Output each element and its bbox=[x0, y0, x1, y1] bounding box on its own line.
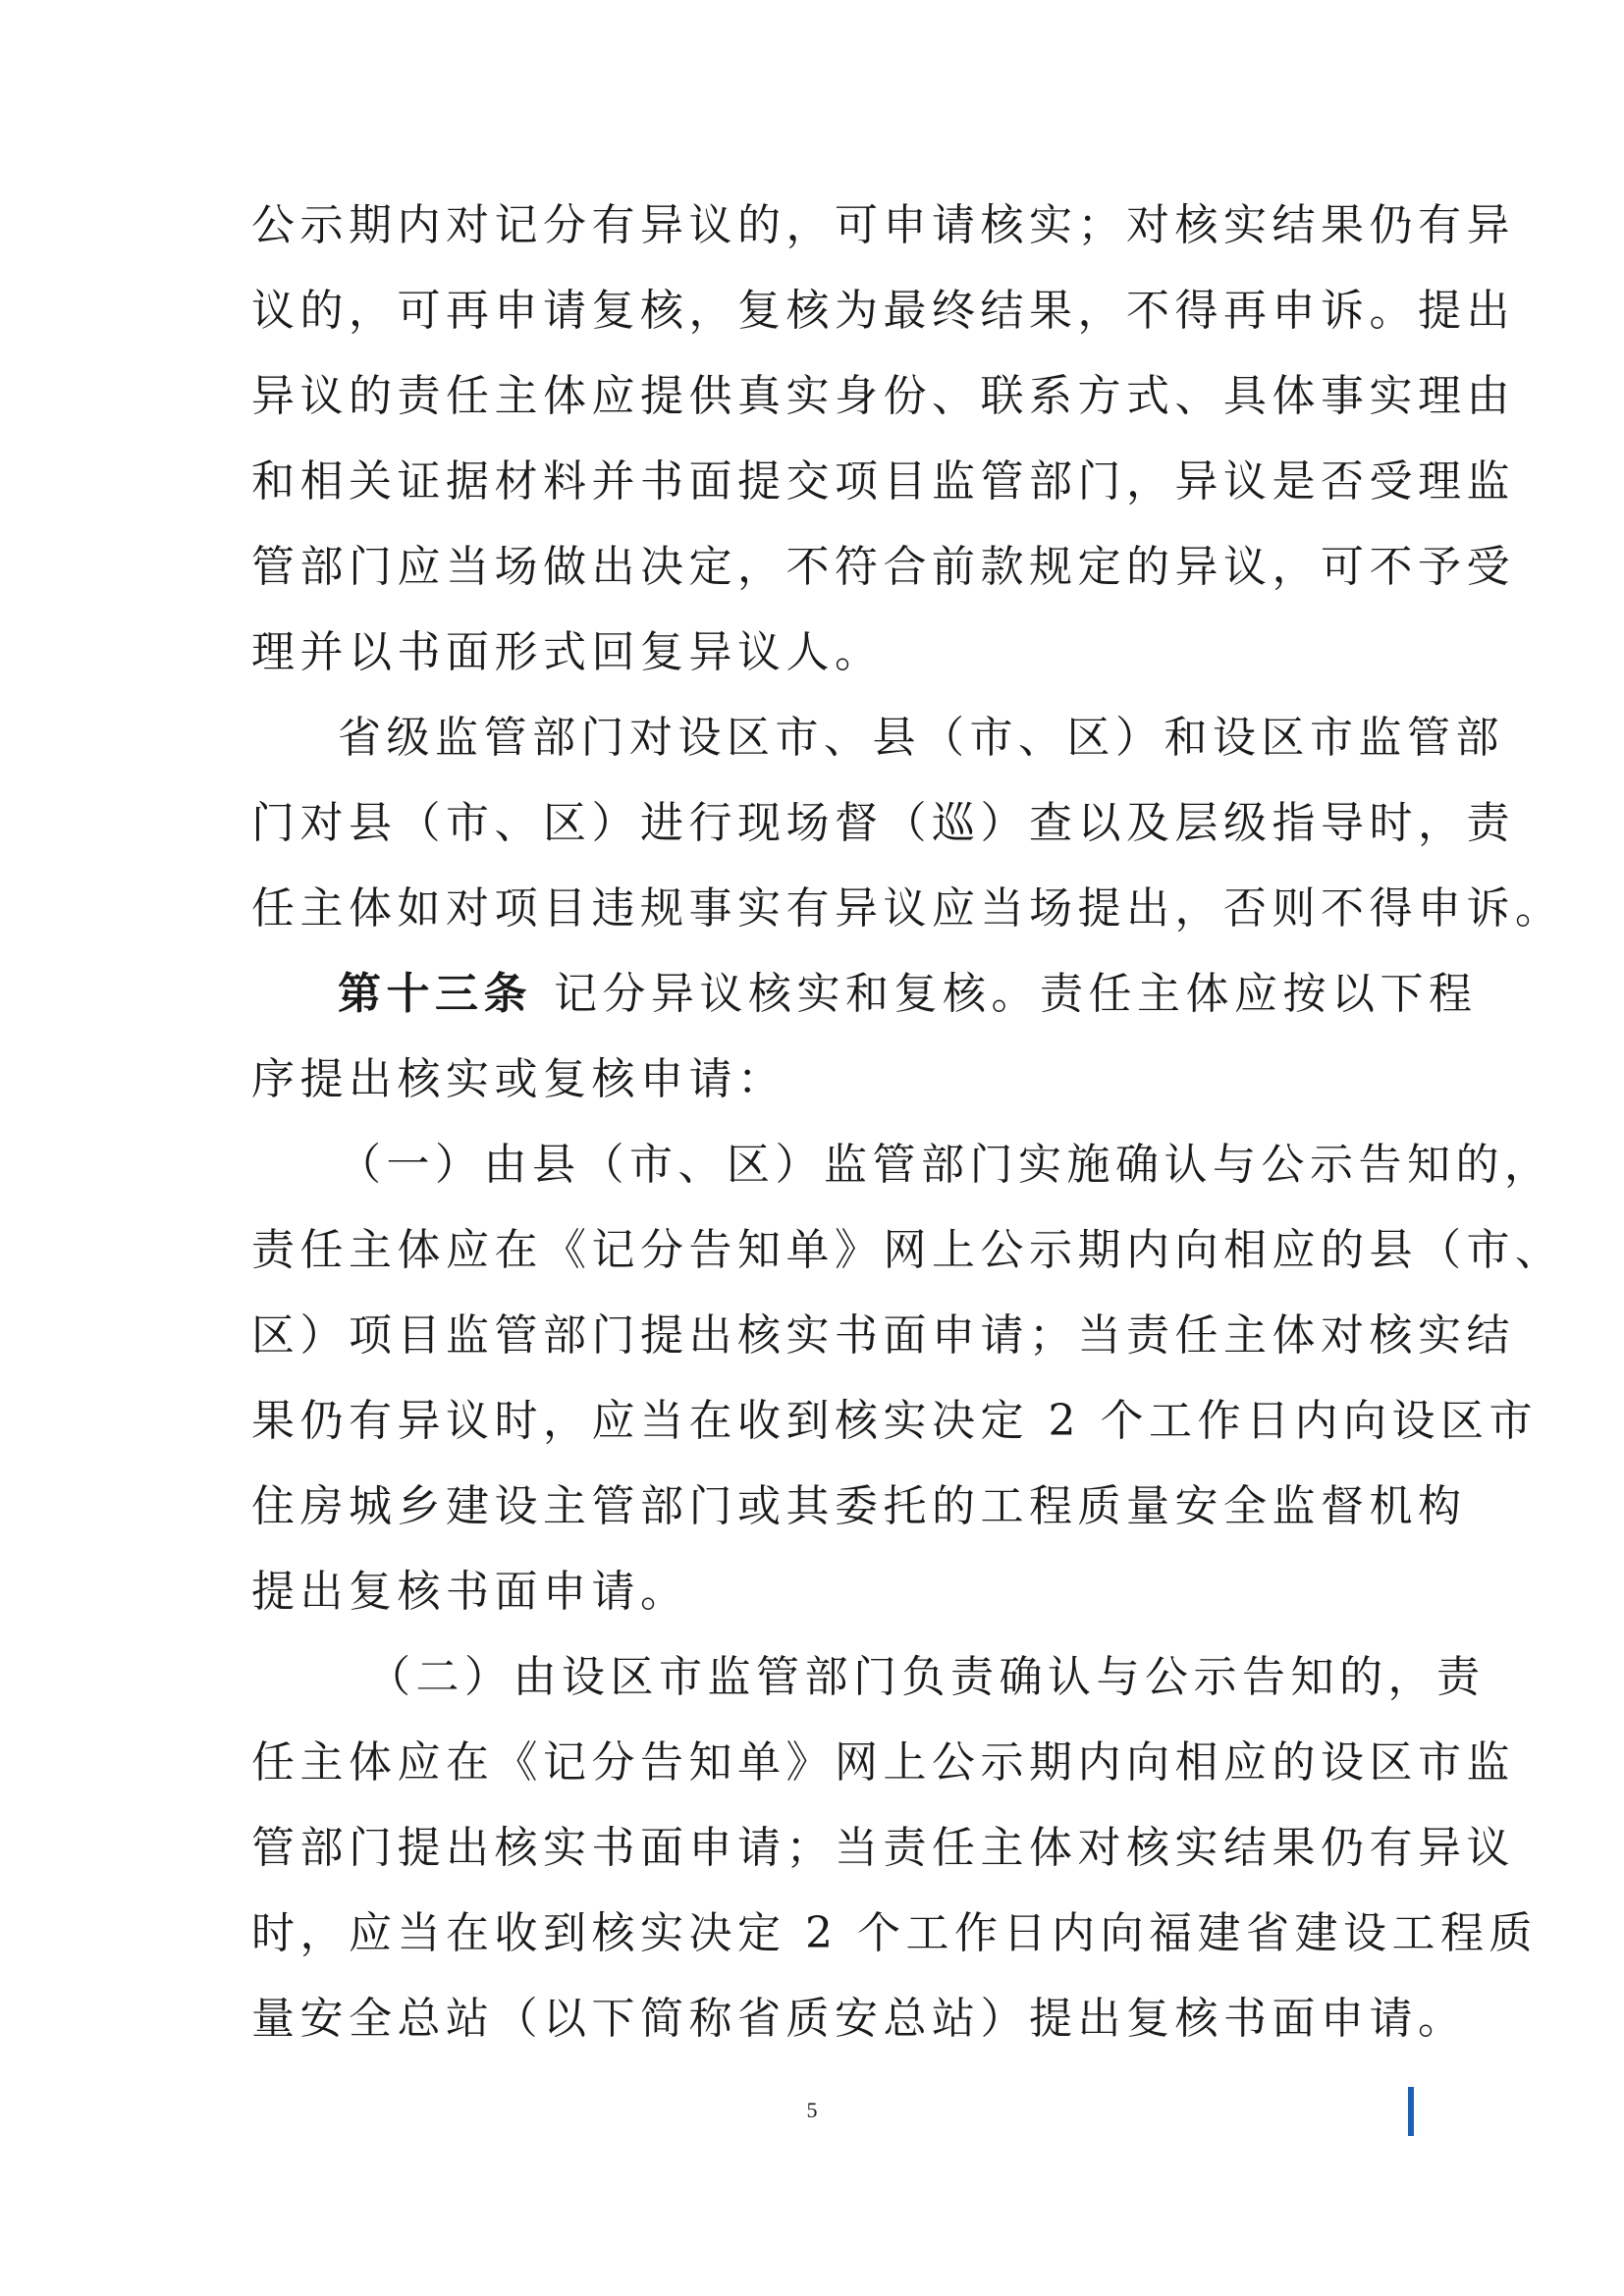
body-text-line: 任主体应在《记分告知单》网上公示期内向相应的设区市监 bbox=[251, 1737, 1515, 1788]
body-text-line: 序提出核实或复核申请： bbox=[251, 1054, 786, 1104]
article-heading: 第十三条 bbox=[338, 969, 532, 1019]
article-13-first-line bbox=[338, 965, 1477, 1024]
body-text-line: 省级监管部门对设区市、县（市、区）和设区市监管部 bbox=[338, 713, 1504, 763]
body-text-line: 量安全总站（以下简称省质安总站）提出复核书面申请。 bbox=[251, 1994, 1467, 2044]
body-text-line: 责任主体应在《记分告知单》网上公示期内向相应的县（市、 bbox=[251, 1225, 1564, 1275]
body-text-line: 时，应当在收到核实决定 2 个工作日内向福建省建设工程质 bbox=[251, 1908, 1538, 1958]
body-text-line: 任主体如对项目违规事实有异议应当场提出，否则不得申诉。 bbox=[251, 883, 1564, 934]
article-13-text: 记分异议核实和复核。责任主体应按以下程 bbox=[554, 969, 1478, 1019]
body-text-line: （一）由县（市、区）监管部门实施确认与公示告知的， bbox=[338, 1140, 1553, 1190]
body-text-line: 区）项目监管部门提出核实书面申请；当责任主体对核实结 bbox=[251, 1310, 1515, 1361]
body-text-line: 管部门应当场做出决定，不符合前款规定的异议，可不予受 bbox=[251, 542, 1515, 592]
body-text-line: 住房城乡建设主管部门或其委托的工程质量安全监督机构 bbox=[251, 1481, 1467, 1531]
body-text-line: 果仍有异议时，应当在收到核实决定 2 个工作日内向设区市 bbox=[251, 1396, 1538, 1446]
body-text-line: 提出复核书面申请。 bbox=[251, 1567, 689, 1617]
body-text-line: 门对县（市、区）进行现场督（巡）查以及层级指导时，责 bbox=[251, 798, 1515, 848]
body-text-line: 和相关证据材料并书面提交项目监管部门，异议是否受理监 bbox=[251, 456, 1515, 507]
body-text-line: 公示期内对记分有异议的，可申请核实；对核实结果仍有异 bbox=[251, 200, 1515, 250]
body-text-line: 管部门提出核实书面申请；当责任主体对核实结果仍有异议 bbox=[251, 1823, 1515, 1873]
body-text-line: 议的，可再申请复核，复核为最终结果，不得再申诉。提出 bbox=[251, 286, 1515, 336]
body-text-line: 异议的责任主体应提供真实身份、联系方式、具体事实理由 bbox=[251, 371, 1515, 421]
page-edge-marker bbox=[1408, 2087, 1414, 2136]
body-text-line: 理并以书面形式回复异议人。 bbox=[251, 627, 884, 677]
page-number: 5 bbox=[806, 2098, 818, 2122]
body-text-line: （二）由设区市监管部门负责确认与公示告知的，责 bbox=[367, 1652, 1486, 1702]
